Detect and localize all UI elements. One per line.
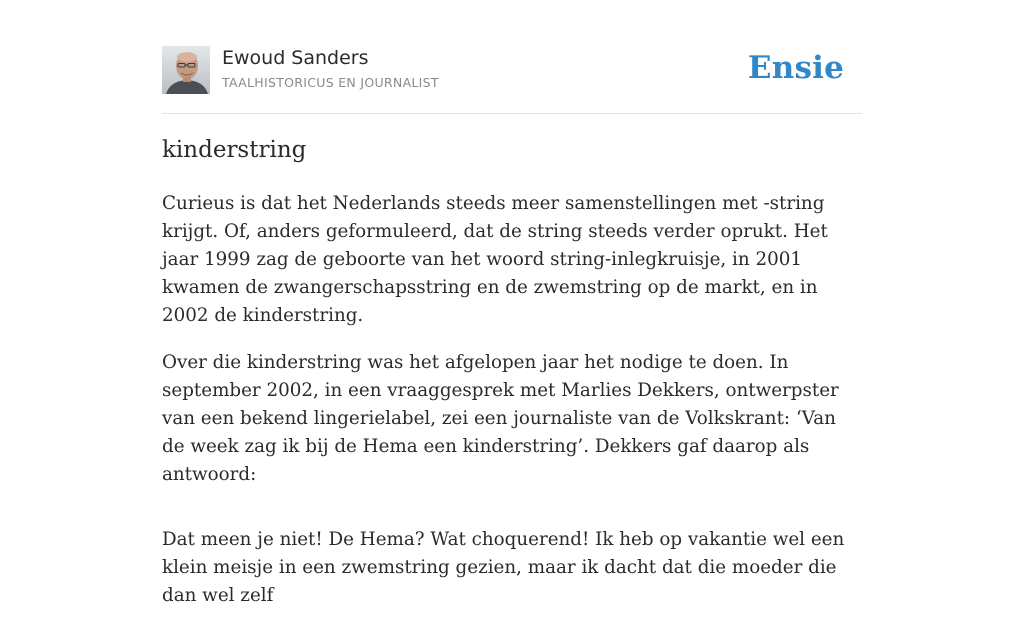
header-divider [162, 113, 862, 114]
article-paragraph: Curieus is dat het Nederlands steeds meer samenstellingen met -string krijgt. Of, anders geformuleerd, dat de string steeds verder oprukt. Het jaar 1999 zag de geboorte van het woord string-inlegkruisje, in 2001 kwamen de zwangerschapsstring en de zwemstring op de markt, en in 2002 de kinderstring. [162, 193, 828, 326]
article-quote: Dat meen je niet! De Hema? Wat choquerend! Ik heb op vakantie wel een klein meisje in een zwemstring gezien, maar ik dacht dat die moeder die dan wel zelf [162, 529, 845, 606]
article-body [162, 190, 862, 629]
article-paragraph: Over die kinderstring was het afgelopen jaar het nodige te doen. In september 2002, in een vraaggesprek met Marlies Dekkers, ontwerpster van een bekend lingerielabel, zei een journaliste van de Volkskrant: ‘Van de week zag ik bij de Hema een kinderstring’. Dekkers gaf daarop als antwoord: [162, 352, 839, 485]
article-title: kinderstring [162, 137, 307, 163]
header [162, 46, 862, 96]
avatar-portrait-icon [162, 46, 210, 94]
author-name[interactable]: Ewoud Sanders [222, 47, 369, 69]
avatar[interactable] [162, 46, 210, 94]
ensie-logo[interactable]: Ensie [747, 50, 844, 86]
author-role: TAALHISTORICUS EN JOURNALIST [222, 75, 439, 90]
